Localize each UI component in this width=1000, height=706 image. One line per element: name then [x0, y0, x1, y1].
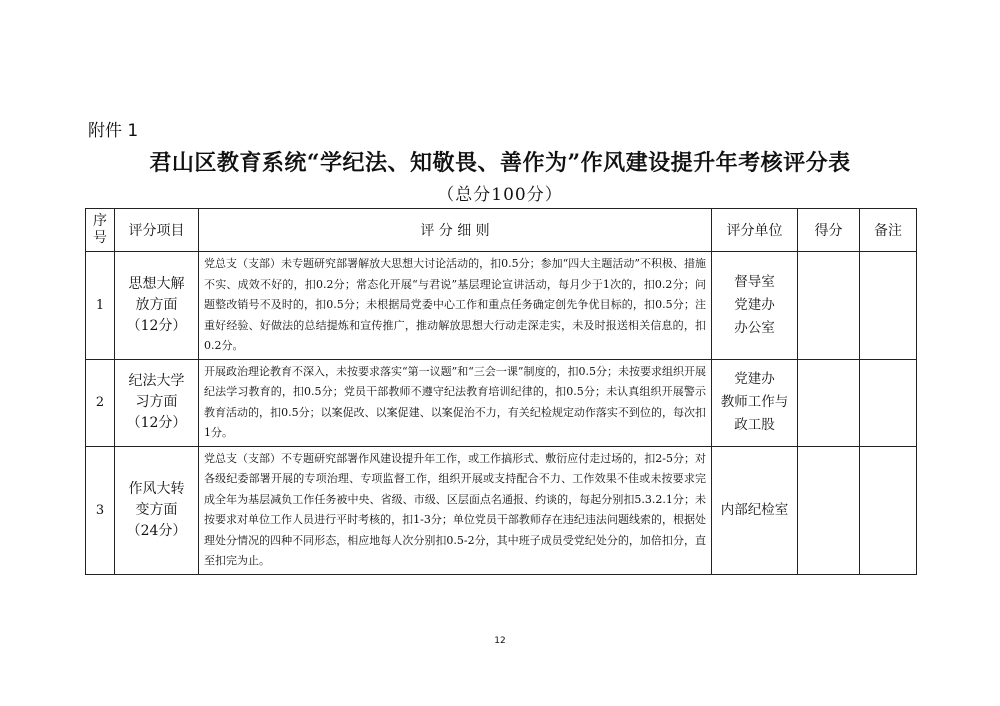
row-detail: 党总支（支部）未专题研究部署解放大思想大讨论活动的，扣0.5分；参加“四大主题活动”不积极、措施不实、成效不好的，扣0.2分；常态化开展“与君说”基层理论宣讲活动，每月少于1次的，扣0.2分；问题整改销号不及时的，扣0.5分；未根据局党委中心工作和重点任务确定创先争优目标的，扣0.5分；注重好经验、好做法的总结提炼和宣传推广，推动解放思想大行动走深走实，未及时报送相关信息的，扣0.2分。 [199, 252, 712, 360]
row-item [115, 359, 199, 446]
scoring-table [85, 208, 917, 575]
row-unit-line: 办公室 [734, 319, 775, 336]
document-title: 君山区教育系统“学纪法、知敬畏、善作为”作风建设提升年考核评分表 [149, 150, 851, 176]
table-row [86, 359, 917, 446]
header-detail: 评 分 细 则 [199, 209, 712, 252]
row-item [115, 252, 199, 360]
table-header-row [86, 209, 917, 252]
row-item-line: 纪法大学 [128, 373, 185, 389]
row-item-line: （12分） [126, 317, 187, 334]
row-number: 3 [86, 446, 115, 574]
page-number: 12 [494, 636, 506, 646]
row-item-line: （12分） [126, 415, 187, 431]
row-item-line: 思想大解 [128, 275, 185, 292]
row-number: 2 [86, 359, 115, 446]
attachment-label: 附件 1 [88, 121, 139, 141]
row-detail: 开展政治理论教育不深入，未按要求落实“第一议题”和“三会一课”制度的，扣0.5分；未按要求组织开展纪法学习教育的，扣0.5分；党员干部教师不遵守纪法教育培训纪律的，扣0.5分；未认真组织开展警示教育活动的，扣0.5分；以案促改、以案促建、以案促治不力，有关纪检规定动作落实不到位的，每次扣1分。 [199, 359, 712, 446]
row-unit-line: 党建办 [734, 371, 775, 387]
row-detail: 党总支（支部）不专题研究部署作风建设提升年工作，或工作搞形式、敷衍应付走过场的，扣2-5分；对各级纪委部署开展的专项治理、专项监督工作，组织开展或支持配合不力、工作效果不佳或未按要求完成全年为基层减负工作任务被中央、省级、市级、区层面点名通报、约谈的，每起分别扣5.3.2.1分；未按要求对单位工作人员进行平时考核的，扣1-3分；单位党员干部教师存在违纪违法问题线索的，根据处理处分情况的四种不同形态，相应地每人次分别扣0.5-2分，其中班子成员受党纪处分的，加倍扣分，直至扣完为止。 [199, 446, 712, 574]
row-note-cell[interactable] [860, 446, 917, 574]
row-score-cell[interactable] [798, 252, 860, 360]
header-note: 备注 [860, 209, 917, 252]
header-no-line1: 序 [93, 213, 107, 229]
row-item-line: 变方面 [135, 501, 178, 518]
header-no [86, 209, 115, 252]
row-item-line: （24分） [126, 522, 187, 539]
document-subtitle: （总分100分） [437, 185, 563, 205]
row-item-line: 放方面 [135, 296, 178, 313]
row-unit-line: 内部纪检室 [720, 501, 789, 518]
row-score-cell[interactable] [798, 359, 860, 446]
row-unit-line: 政工股 [734, 417, 775, 433]
row-item-line: 习方面 [135, 394, 178, 410]
row-unit [712, 252, 798, 360]
row-unit-line: 教师工作与 [720, 394, 789, 410]
row-note-cell[interactable] [860, 359, 917, 446]
row-unit-line: 党建办 [734, 296, 775, 313]
table-row [86, 446, 917, 574]
header-unit: 评分单位 [712, 209, 798, 252]
row-score-cell[interactable] [798, 446, 860, 574]
table-row [86, 252, 917, 360]
row-unit-line: 督导室 [734, 273, 775, 290]
row-unit [712, 359, 798, 446]
row-unit [712, 446, 798, 574]
row-number: 1 [86, 252, 115, 360]
header-item: 评分项目 [115, 209, 199, 252]
row-note-cell[interactable] [860, 252, 917, 360]
header-no-line2: 号 [93, 230, 107, 246]
row-item [115, 446, 199, 574]
header-score: 得分 [798, 209, 860, 252]
row-item-line: 作风大转 [128, 480, 185, 497]
